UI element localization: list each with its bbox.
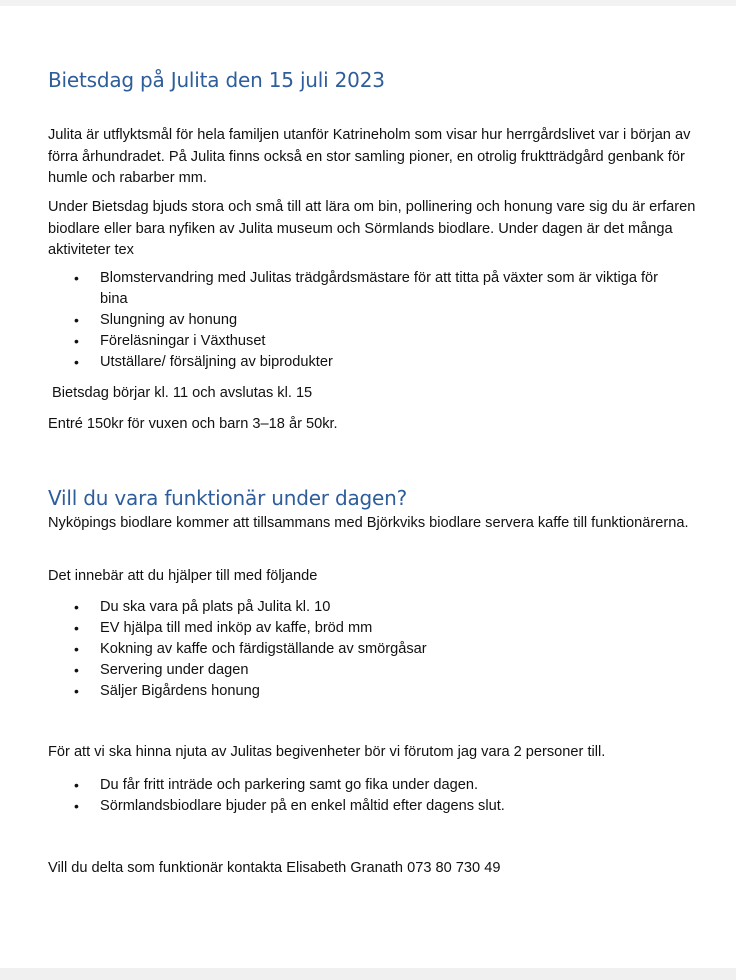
tasks-list — [48, 597, 688, 702]
list-item: • Föreläsningar i Växthuset — [48, 331, 688, 352]
top-edge — [0, 0, 736, 6]
activities-list — [48, 268, 688, 373]
volunteer-intro: Nyköpings biodlare kommer att tillsammans med Björkviks biodlare servera kaffe till funktionärerna. — [48, 515, 689, 531]
list-item: • Säljer Bigårdens honung — [48, 681, 688, 702]
entry-fee-text: Entré 150kr för vuxen och barn 3–18 år 50kr. — [48, 416, 338, 432]
bottom-edge — [0, 968, 736, 980]
list-item: • Sörmlandsbiodlare bjuder på en enkel måltid efter dagens slut. — [48, 796, 688, 817]
bietsdag-paragraph: Under Bietsdag bjuds stora och små till att lära om bin, pollinering och honung vare sig du är erfaren biodlare eller bara nyfiken av Julita museum och Sörmlands biodlare. Under dagen är det många aktiviteter tex — [48, 199, 696, 258]
intro-paragraph: Julita är utflyktsmål för hela familjen utanför Katrineholm som visar hur herrgårdslivet var i början av förra århundradet. På Julita finns också en stor samling pioner, en otrolig fruktträdgård genbank för humle och rabarber mm. — [48, 127, 691, 186]
benefits-list — [48, 775, 688, 817]
list-item: • Du får fritt inträde och parkering samt go fika under dagen. — [48, 775, 688, 796]
tasks-intro: Det innebär att du hjälper till med följande — [48, 568, 318, 584]
page-title: Bietsdag på Julita den 15 juli 2023 — [48, 68, 385, 92]
list-item: • EV hjälpa till med inköp av kaffe, bröd mm — [48, 618, 688, 639]
contact-text: Vill du delta som funktionär kontakta Elisabeth Granath 073 80 730 49 — [48, 860, 501, 876]
list-item: • Blomstervandring med Julitas trädgårdsmästare för att titta på växter som är viktiga för bina — [48, 268, 688, 310]
list-item: • Slungning av honung — [48, 310, 688, 331]
section-heading-volunteer: Vill du vara funktionär under dagen? — [48, 486, 408, 510]
times-text: Bietsdag börjar kl. 11 och avslutas kl. 15 — [48, 385, 313, 401]
list-item: • Du ska vara på plats på Julita kl. 10 — [48, 597, 688, 618]
list-item: • Kokning av kaffe och färdigställande av smörgåsar — [48, 639, 688, 660]
need-text: För att vi ska hinna njuta av Julitas begivenheter bör vi förutom jag vara 2 personer till. — [48, 744, 606, 760]
list-item: • Servering under dagen — [48, 660, 688, 681]
list-item: • Utställare/ försäljning av biprodukter — [48, 352, 688, 373]
